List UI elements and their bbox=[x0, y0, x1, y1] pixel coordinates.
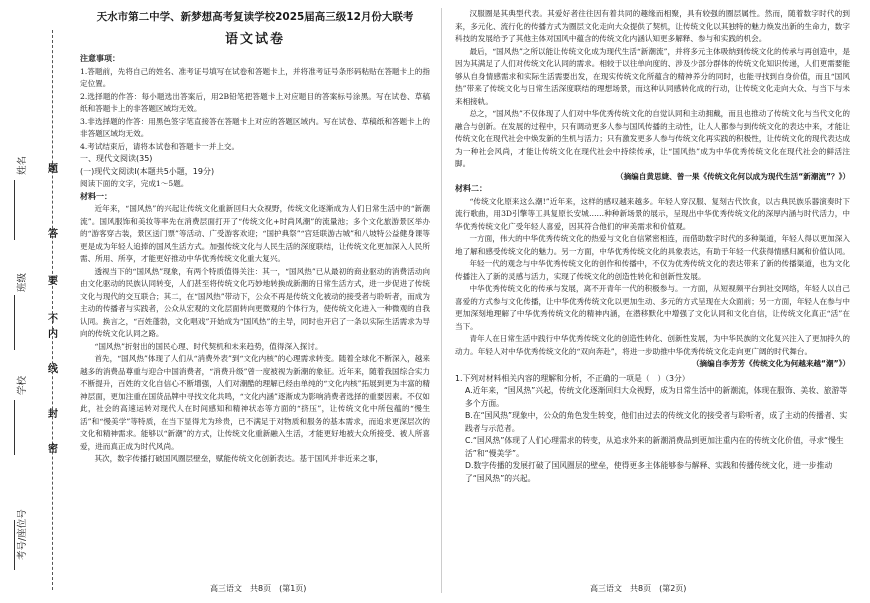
paragraph: “传统文化原来这么潮!”近年来，这样的感叹越来越多。年轻人穿汉服、复刻古代饮食，以古典民族乐器演奏时下流行歌曲，用3D引擎等工具复原长安城……种种新场景的展示，呈现出中华优秀传统文化的深厚内涵与时代活力，中华优秀传统文化广受年轻人喜爱，因其符合他们的审美需求和价值观。 bbox=[455, 196, 850, 231]
instruction: 阅读下面的文字，完成1～5题。 bbox=[80, 179, 189, 188]
paragraph: “国风热”折射出的国民心理、时代契机和未来趋势，值得深入探讨。 bbox=[94, 341, 323, 351]
exam-title: 天水市第二中学、新梦想高考复读学校2025届高三级12月份大联考 bbox=[96, 11, 414, 23]
paragraph: 总之，“国风热”不仅体现了人们对中华优秀传统文化的自觉认同和主动拥戴，而且也推动了传统文化与当代文化的融合与创新。在发展的过程中，只有调动更多人参与国风传播的主动性，让人人都参与到传统文化的表达中来，才能让传统文化在现代社会中焕发新的生机与活力；只有激发更多人参与传统文化再实践的积极性，让传统文化的现代表达成为一种社会风尚，才能让传统文化在现代社会中持续传承，让“国风热”成为中华优秀传统文化在现代社会的鲜活注脚。 bbox=[455, 109, 850, 168]
seal-char: 不 bbox=[48, 314, 58, 325]
paragraph: 其次，数字传播打破国风圈层壁垒，赋能传统文化创新表达。基于国风并非近来之事， bbox=[94, 454, 383, 463]
class-line bbox=[14, 295, 15, 350]
material-heading: 材料二： bbox=[455, 184, 487, 193]
seat-label: 考号/座位号 bbox=[17, 509, 28, 560]
notice-item: 2.选择题的作答：每小题选出答案后，用2B铅笔把答题卡上对应题目的答案标号涂黑。写在试卷、草稿纸和答题卡上的非答题区域均无效。 bbox=[80, 91, 430, 113]
question-option: D.数字传播的发展打破了国风圈层的壁垒，使得更多主体能够参与解释、实践和传播传统文化，进一步推动了“国风热”的兴起。 bbox=[465, 461, 833, 483]
seal-char: 答 bbox=[48, 229, 58, 240]
paragraph: 最后，“国风热”之所以能让传统文化成为现代生活“新潮流”，并将多元主体吸纳到传统文化的传承与再创造中，是因为其满足了人们对传统文化认同的需求。相较于以往单向度的、涉及少部分群体的传统文化知识传递，人们更需要能够从自身情感需求和实际生活需要出发，在现实传统文化所蕴含的精神养分的同时，也能寻找到自身价值，而且“国风热”带来了传统文化与日常生活深度联结的理想场景，而这种认同感转化成的行动，让传统文化走向大众、与当下与未来相接轨。 bbox=[455, 46, 850, 106]
subject-title: 语文试卷 bbox=[224, 32, 285, 47]
question-option: A.近年来，“国风热”兴起，传统文化逐渐回归大众视野，成为日常生活中的新潮流，体现在服饰、美妆、旅游等多个方面。 bbox=[465, 386, 848, 408]
page-divider bbox=[441, 8, 442, 593]
school-label: 学校 bbox=[17, 375, 28, 395]
seal-char: 封 bbox=[48, 409, 58, 420]
paragraph: 汉服圈是其典型代表。其爱好者往往因有着共同的趣缘而相聚，具有较强的圈层属性。然而，随着数字时代的到来，多元化、流行化的传播方式为圈层文化走向大众提供了契机，让传统文化以其独特的魅力焕发出新的生命力，数字科技的发展给予了其他主体对国风中蕴含的传统文化内涵认知更多解释、参与和实践的机会。 bbox=[455, 9, 850, 43]
footer-left: 高三语文 共8页 (第1页) bbox=[210, 584, 307, 593]
class-label: 班级 bbox=[17, 272, 28, 292]
seal-char: 密 bbox=[48, 444, 58, 455]
question-option: B.在“国风热”现象中，公众的角色发生转变，他们由过去的传统文化的接受者与聆听者，成了主动的传播者、实践者与示范者。 bbox=[465, 411, 848, 433]
paragraph: 一方面，伟大的中华优秀传统文化的热爱与文化自信紧密相连，而借助数字时代的多种渠道，年轻人得以更加深入地了解和感受传统文化的魅力。另一方面，中华优秀传统文化的具象表达，有助于年轻一代获得情感归属和价值认同。 bbox=[455, 234, 850, 256]
paragraph: 中华优秀传统文化的传承与发展，离不开青年一代的积极参与。一方面，从短视频平台到社交网络，年轻人以自己喜爱的方式参与文化传播，让中华优秀传统文化以更加生动、多元的方式呈现在大众面前；另一方面，年轻人在参与中更加深刻地理解了中华优秀传统文化的精神内涵，在潜移默化中增强了文化认同和文化自信，让传统文化真正“活”在当下。 bbox=[455, 284, 850, 331]
binding-strip bbox=[0, 0, 78, 603]
question-stem: 1.下列对材料相关内容的理解和分析，不正确的一项是（ ）（3分） bbox=[455, 373, 690, 383]
subsection-heading: (一)现代文阅读Ⅰ(本题共5小题，19分) bbox=[80, 166, 215, 176]
seal-char: 线 bbox=[48, 364, 58, 375]
footer-right: 高三语文 共8页 (第2页) bbox=[590, 584, 687, 593]
seal-char: 内 bbox=[48, 329, 58, 340]
right-page bbox=[455, 8, 850, 485]
paragraph: 近年来，“国风热”的兴起让传统文化重新回归大众视野，传统文化逐渐成为人们日常生活中的“新潮流”。国风服饰和美妆等率先在消费层面打开了“传统文化+时尚风潮”的流量池；多个文化旅游景区举办的“游客穿古装，景区送门票”等活动、广受游客欢迎；“国护典祭”“宫廷联游古城”和八坡特公益健身课等更是成为年轻人追捧的国风生活方式。加强传统文化与人民生活的深度联结，让传统文化更加深入人民所需、所用、所享，才能更好推动中华优秀传统文化重大复兴。 bbox=[80, 204, 430, 263]
notice-item: 1.答题前，先将自己的姓名、准考证号填写在试卷和答题卡上，并将准考证号条形码粘贴在答题卡上的指定位置。 bbox=[80, 66, 430, 88]
seal-char: 要 bbox=[48, 276, 58, 287]
material-heading: 材料一： bbox=[80, 191, 112, 201]
notice-heading: 注意事项： bbox=[80, 54, 120, 63]
paragraph: 年轻一代的观念与中华优秀传统文化的创作和传播中，不仅为优秀传统文化的表达带来了新的传播渠道，也为文化传播注入了新的灵感与活力，实现了传统文化的创造性转化和创新性发展。 bbox=[455, 259, 850, 281]
name-line bbox=[14, 180, 15, 240]
name-label: 姓名 bbox=[17, 155, 28, 175]
paragraph: 青年人在日常生活中践行中华优秀传统文化的创造性转化、创新性发展，为中华民族的文化复兴注入了更加持久的动力。年轻人对中华优秀传统文化的“双向奔赴”，将进一步助推中华优秀传统文化走向更广阔的时代舞台。 bbox=[455, 334, 850, 356]
paragraph: 首先，“国风热”体现了人们从“消费外表”到“文化内核”的心理需求转变。随着全球化不断深入，越来越多的消费品尊重与迎合中国消费者，“消费升级”曾一度被视为新潮的象征。近年来，随着我国综合实力不断提升，百姓的文化自信心不断增强，人们对潮酷的理解已经由单纯的“文化内核”拓展到更为丰富的精神层面，更加注重在国货品牌中寻找文化共鸣，“文化内涵”逐渐成为影响消费者选择的重要因素。不仅如此，社会的高速运转对现代人在时间感知和精神状态等方面的“挤压”，让传统文化中所包蕴的“慢生活”和“慢美学”等特质，在当下显得尤为珍贵，已不满足于对物质和服务的基本需求，而追求更深层次的文化和精神需求。能够以“新潮”的方式，让传统文化重新融入生活，才能更好地被大众所接受、被人所喜爱，进而真正成为时代风尚。 bbox=[80, 354, 430, 451]
notice-item: 3.非选择题的作答：用黑色签字笔直接答在答题卡上对应的答题区域内。写在试卷、草稿纸和答题卡上的非答题区域均无效。 bbox=[80, 116, 430, 138]
left-page bbox=[80, 11, 430, 466]
section-heading: 一、现代文阅读(35) bbox=[80, 154, 153, 163]
question-option: C.“国风热”体现了人们心理需求的转变，从追求外来的新潮消费品到更加注重内在的传统文化价值，寻求“慢生活”和“慢美学”。 bbox=[465, 436, 844, 458]
paragraph: 透视当下的“国风热”现象，有两个特质值得关注：其一，“国风热”已从最初的商业驱动的消费活动向由文化驱动的民族认同转变，人们甚至将传统文化巧妙地转换成新潮的日常生活方式，进一步促进了传统文化与现代的交互联合；其二，在“国风热”带动下，公众不再是传统文化被动的接受者与聆听者，而成为主动的传播者与实践者，公众从宏观的文化层面转向更微观的个体行为，使传统文化进入一种微观的自我认同。换言之，“百姓蓬勃，文化唱戏”开始成为“国风热”的主导，同时也开启了一条以实际生活需求为导向的传统文化认同之路。 bbox=[80, 266, 430, 338]
seal-char: 题 bbox=[48, 164, 58, 175]
notice-item: 4.考试结束后，请将本试卷和答题卡一并上交。 bbox=[80, 141, 240, 151]
source-citation: （摘编自李芳芳《传统文化为何越来越“潮”》） bbox=[691, 359, 850, 368]
school-line bbox=[14, 400, 15, 455]
source-citation: （摘编自黄思婕、曾一果《传统文化何以成为现代生活“新潮流”？》） bbox=[616, 171, 850, 181]
